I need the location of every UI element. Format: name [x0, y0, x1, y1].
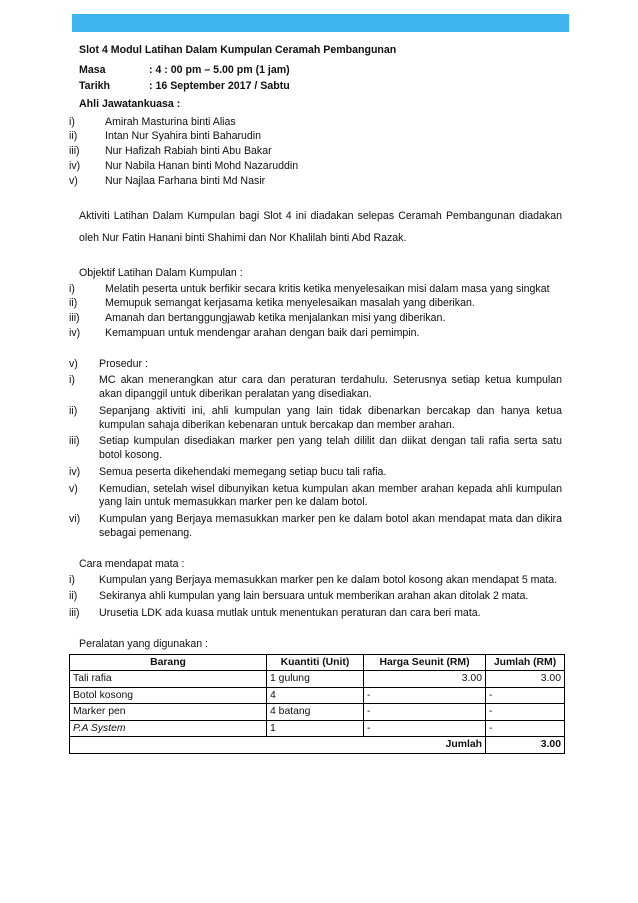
item-number: i) [69, 573, 75, 586]
item-text: Kumpulan yang Berjaya memasukkan marker pen ke dalam botol akan mendapat mata dan dikira sebagai pemenang. [99, 513, 562, 540]
item-number: v) [69, 482, 78, 495]
equipment-title: Peralatan yang digunakan : [79, 637, 208, 650]
procedure-title-row [69, 358, 562, 372]
item-number: i) [69, 374, 75, 387]
table-row [70, 671, 565, 688]
total-value: 3.00 [486, 737, 565, 754]
tarikh-label: Tarikh [79, 79, 111, 92]
table-cell: 1 gulung [267, 671, 364, 688]
table-cell: - [486, 687, 565, 704]
member-name: Nur Nabila Hanan binti Mohd Nazaruddin [105, 159, 299, 172]
table-total-row [70, 737, 565, 754]
item-number: v) [69, 357, 78, 370]
list-item [69, 466, 562, 480]
item-number: iv) [69, 465, 81, 478]
table-cell: 1 [267, 720, 364, 737]
member-name: Nur Hafizah Rabiah binti Abu Bakar [105, 145, 272, 158]
table-cell: - [486, 720, 565, 737]
table-row [70, 704, 565, 721]
item-text: Sepanjang aktiviti ini, ahli kumpulan yang lain tidak dibenarkan bercakap dan hanya ketua kumpulan sahaja diberikan kebenaran untuk bercakap dan member arahan. [99, 404, 562, 431]
scoring-section [69, 557, 562, 621]
item-number: i) [69, 115, 75, 128]
total-label: Jumlah [70, 737, 486, 754]
table-row [70, 720, 565, 737]
col-header-barang: Barang [70, 654, 267, 671]
item-number: ii) [69, 404, 78, 417]
item-number: ii) [69, 590, 78, 603]
item-text: Kemampuan untuk mendengar arahan dengan baik dari pemimpin. [105, 326, 420, 339]
list-item [69, 160, 562, 174]
equipment-section [73, 637, 562, 754]
masa-label: Masa [79, 63, 106, 76]
tarikh-row [79, 80, 562, 96]
item-number: i) [69, 282, 75, 295]
item-text: Melatih peserta untuk berfikir secara kritis ketika menyelesaikan misi dalam masa yang singkat [105, 282, 550, 295]
item-text: Sekiranya ahli kumpulan yang lain bersuara untuk memberikan arahan akan ditolak 2 mata. [99, 590, 529, 603]
table-cell: 3.00 [486, 671, 565, 688]
table-cell: - [486, 704, 565, 721]
equipment-table [69, 654, 565, 754]
masa-row [79, 64, 562, 80]
procedure-section [69, 357, 562, 541]
item-number: ii) [69, 297, 78, 310]
committee-heading: Ahli Jawatankuasa : [79, 97, 181, 110]
table-header-row [70, 654, 565, 671]
list-item [69, 374, 562, 402]
table-row [70, 687, 565, 704]
col-header-jumlah: Jumlah (RM) [486, 654, 565, 671]
list-item [69, 175, 562, 189]
table-cell: P.A System [70, 720, 267, 737]
masa-value: : 4 : 00 pm – 5.00 pm (1 jam) [149, 63, 290, 76]
table-cell: 4 batang [267, 704, 364, 721]
list-item [69, 145, 562, 159]
list-item [69, 405, 562, 433]
item-text: MC akan menerangkan atur cara dan peraturan terdahulu. Seterusnya setiap ketua kumpulan akan dipanggil untuk diberikan peralatan yang disediakan. [99, 374, 562, 401]
item-number: ii) [69, 130, 78, 143]
item-number: iii) [69, 145, 80, 158]
member-name: Intan Nur Syahira binti Baharudin [105, 130, 262, 143]
member-name: Amirah Masturina binti Alias [105, 115, 236, 128]
tarikh-value: : 16 September 2017 / Sabtu [149, 79, 290, 92]
table-cell: 4 [267, 687, 364, 704]
table-cell: 3.00 [364, 671, 486, 688]
list-item [69, 574, 562, 588]
intro-paragraph: Aktiviti Latihan Dalam Kumpulan bagi Slot 4 ini diadakan selepas Ceramah Pembangunan diadakan oleh Nur Fatin Hanani binti Shahimi dan Nor Khalilah binti Abd Razak. [79, 210, 562, 245]
document-body [69, 44, 562, 754]
list-item [69, 483, 562, 511]
item-text: Kumpulan yang Berjaya memasukkan marker pen ke dalam botol kosong akan mendapat 5 mata. [99, 573, 558, 586]
item-number: iv) [69, 326, 81, 339]
objective-section [69, 266, 562, 341]
document-title: Slot 4 Modul Latihan Dalam Kumpulan Ceramah Pembangunan [79, 44, 397, 56]
item-number: v) [69, 174, 78, 187]
table-cell: - [364, 687, 486, 704]
item-text: Setiap kumpulan disediakan marker pen yang telah dililit dan diikat dengan tali rafia serta satu botol kosong. [99, 435, 562, 462]
list-item [69, 283, 562, 297]
item-number: vi) [69, 513, 81, 526]
committee-list [69, 115, 562, 189]
table-cell: Tali rafia [70, 671, 267, 688]
header-color-bar [72, 14, 569, 32]
item-text: Semua peserta dikehendaki memegang setiap bucu tali rafia. [99, 465, 387, 478]
scoring-title: Cara mendapat mata : [79, 557, 185, 570]
list-item [69, 297, 562, 311]
objective-title: Objektif Latihan Dalam Kumpulan : [79, 266, 243, 279]
item-text: Kemudian, setelah wisel dibunyikan ketua kumpulan akan member arahan kepada ahli kumpulan yang lain untuk memasukkan marker pen ke dalam botol. [99, 482, 562, 509]
item-text: Amanah dan bertanggungjawab ketika menjalankan misi yang diberikan. [105, 312, 446, 325]
item-text: Urusetia LDK ada kuasa mutlak untuk menentukan peraturan dan cara beri mata. [99, 607, 481, 620]
list-item [69, 513, 562, 541]
col-header-harga: Harga Seunit (RM) [364, 654, 486, 671]
member-name: Nur Najlaa Farhana binti Md Nasir [105, 174, 266, 187]
item-number: iii) [69, 435, 80, 448]
table-cell: Marker pen [70, 704, 267, 721]
list-item [69, 130, 562, 144]
item-number: iv) [69, 159, 81, 172]
item-number: iii) [69, 312, 80, 325]
table-cell: - [364, 704, 486, 721]
item-text: Memupuk semangat kerjasama ketika menyelesaikan masalah yang diberikan. [105, 297, 475, 310]
list-item [69, 327, 562, 341]
item-number: iii) [69, 607, 80, 620]
table-cell: Botol kosong [70, 687, 267, 704]
list-item [69, 607, 562, 621]
col-header-kuantiti: Kuantiti (Unit) [267, 654, 364, 671]
list-item [69, 116, 562, 130]
list-item [69, 435, 562, 463]
table-cell: - [364, 720, 486, 737]
procedure-title: Prosedur : [99, 357, 148, 370]
list-item [69, 312, 562, 326]
list-item [69, 590, 562, 604]
